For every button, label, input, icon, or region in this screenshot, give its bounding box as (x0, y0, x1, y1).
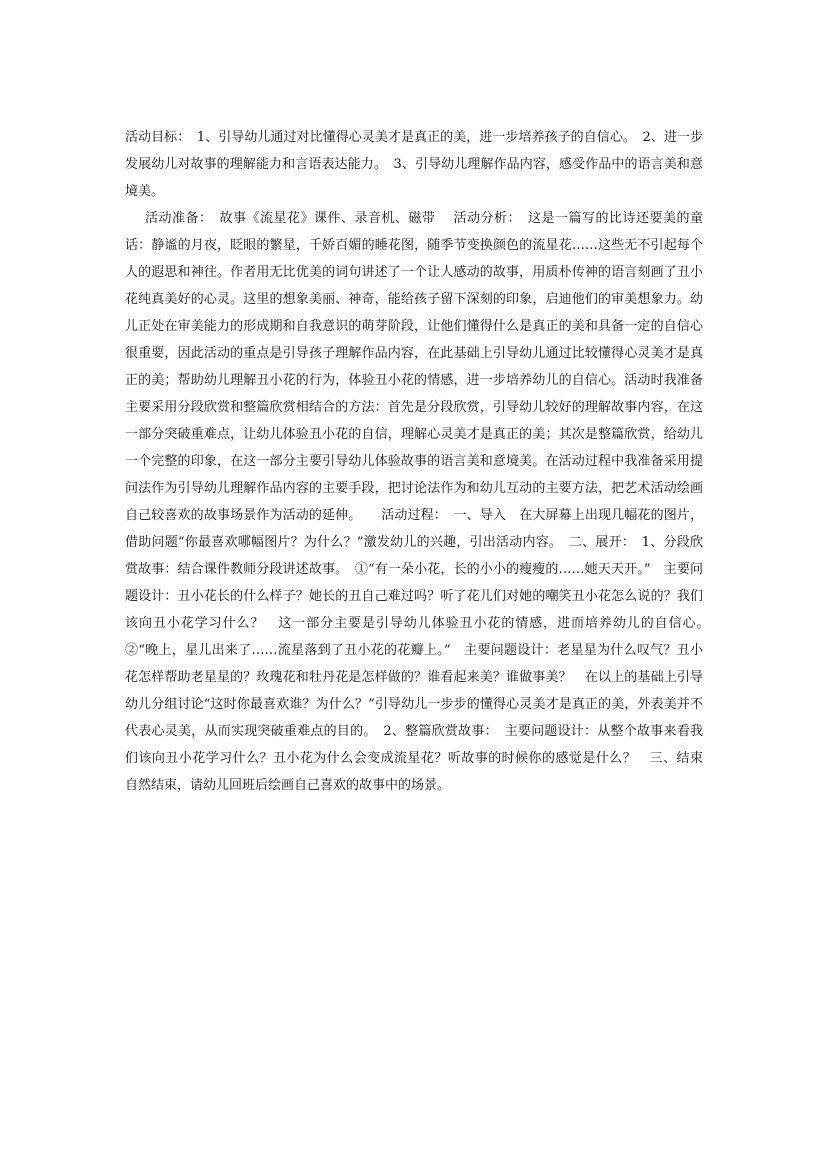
paragraph-objectives: 活动目标： 1、引导幼儿通过对比懂得心灵美才是真正的美，进一步培养孩子的自信心。 2、进一步发展幼儿对故事的理解能力和言语表达能力。 3、引导幼儿理解作品内容，感受作品中的语言美和意境美。 (125, 130, 703, 199)
paragraph-preparation-analysis-process: 活动准备： 故事《流星花》课件、录音机、磁带 活动分析： 这是一篇写的比诗还要美的童话：静谧的月夜，眨眼的繁星，千娇百媚的睡花图，随季节变换颜色的流星花……这些无不引起每个人的遐思和神往。作者用无比优美的词句讲述了一个让人感动的故事，用质朴传神的语言刻画了丑小花纯真美好的心灵。这里的想象美丽、神奇，能给孩子留下深刻的印象，启迪他们的审美想象力。幼儿正处在审美能力的形成期和自我意识的萌芽阶段，让他们懂得什么是真正的美和具备一定的自信心很重要，因此活动的重点是引导孩子理解作品内容，在此基础上引导幼儿通过比较懂得心灵美才是真正的美；帮助幼儿理解丑小花的行为，体验丑小花的情感，进一步培养幼儿的自信心。活动时我准备主要采用分段欣赏和整篇欣赏相结合的方法：首先是分段欣赏，引导幼儿较好的理解故事内容，在这一部分突破重难点，让幼儿体验丑小花的自信，理解心灵美才是真正的美；其次是整篇欣赏，给幼儿一个完整的印象，在这一部分主要引导幼儿体验故事的语言美和意境美。在活动过程中我准备采用提问法作为引导幼儿理解作品内容的主要手段，把讨论法作为和幼儿互动的主要方法，把艺术活动绘画自己较喜欢的故事场景作为活动的延伸。 活动过程： 一、导入 在大屏幕上出现几幅花的图片，借助问题“你最喜欢哪幅图片？为什么？”激发幼儿的兴趣，引出活动内容。 二、展开： 1、分段欣赏故事：结合课件教师分段讲述故事。 ①“有一朵小花，长的小小的瘦瘦的……她天天开。” 主要问题设计：丑小花长的什么样子？她长的丑自己难过吗？听了花儿们对她的嘲笑丑小花怎么说的？我们该向丑小花学习什么？ 这一部分主要是引导幼儿体验丑小花的情感，进而培养幼儿的自信心。 ②“晚上，星儿出来了……流星落到了丑小花的花瓣上。” 主要问题设计：老星星为什么叹气？丑小花怎样帮助老星星的？玫瑰花和牡丹花是怎样做的？谁看起来美？谁做事美？ 在以上的基础上引导幼儿分组讨论“这时你最喜欢谁？为什么？”引导幼儿一步步的懂得心灵美才是真正的美，外表美并不代表心灵美，从而实现突破重难点的目的。 2、整篇欣赏故事： 主要问题设计：从整个故事来看我们该向丑小花学习什么？丑小花为什么会变成流星花？听故事的时候你的感觉是什么？ 三、结束 自然结束，请幼儿回班后绘画自己喜欢的故事中的场景。 (125, 211, 717, 793)
document-body (125, 124, 717, 799)
